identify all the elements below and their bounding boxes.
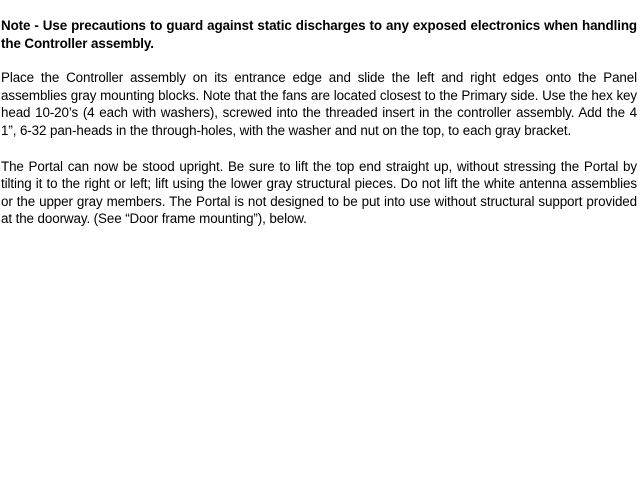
static-discharge-note: Note - Use precautions to guard against static discharges to any exposed electronics when handling the Controller assembly. xyxy=(1,18,637,51)
portal-upright-paragraph: The Portal can now be stood upright. Be sure to lift the top end straight up, without stressing the Portal by tilting it to the right or left; lift using the lower gray structural pieces. Do not lift the white antenna assemblies or the upper gray members. The Portal is not designed to be put into use without structural support provided at the doorway. (See “Door frame mounting”), below. xyxy=(1,158,637,227)
controller-mounting-paragraph: Place the Controller assembly on its entrance edge and slide the left and right edges onto the Panel assemblies gray mounting blocks. Note that the fans are located closest to the Primary side. Use the hex key head 10-20’s (4 each with washers), screwed into the threaded insert in the controller assembly. Add the 4 1”, 6-32 pan-heads in the through-holes, with the washer and nut on the top, to each gray bracket. xyxy=(1,70,637,138)
document-page xyxy=(1,17,637,246)
